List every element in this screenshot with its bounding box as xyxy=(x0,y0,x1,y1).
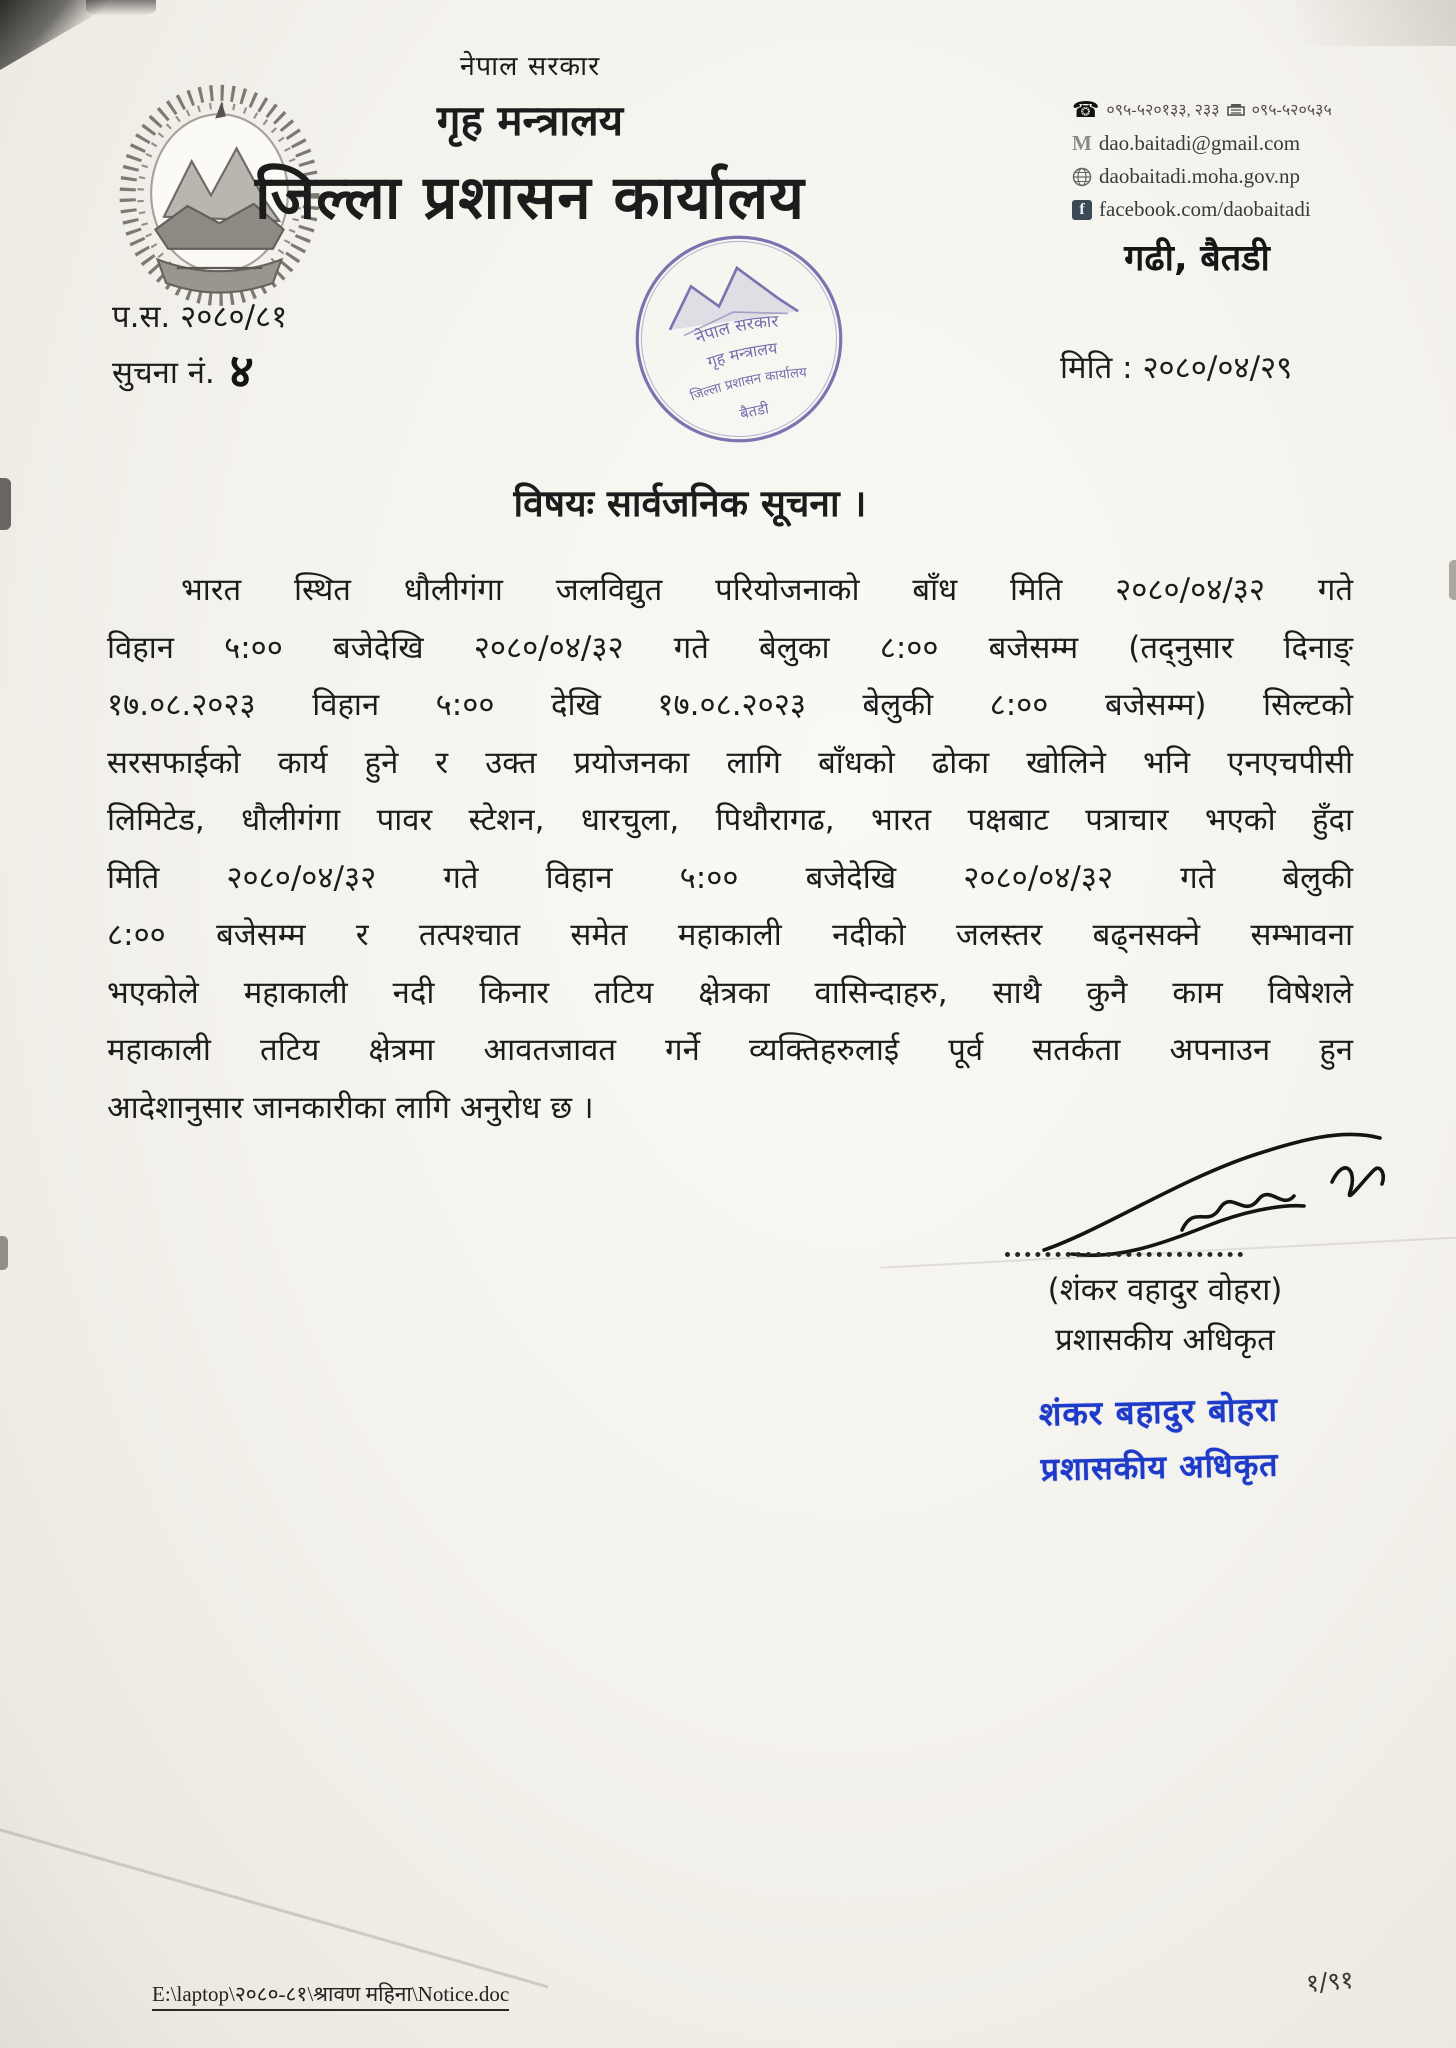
office-round-seal xyxy=(613,210,866,467)
body-line: १७.०८.२०२३ विहान ५:०० देखि १७.०८.२०२३ बेलुकी ८:०० बजेसम्म) सिल्टको xyxy=(107,687,1353,723)
scan-artifact-top xyxy=(86,0,156,16)
signatory-title: प्रशासकीय अधिकृत xyxy=(1055,1322,1275,1358)
body-line: महाकाली तटिय क्षेत्रमा आवतजावत गर्ने व्यक्तिहरुलाई पूर्व सतर्कता अपनाउन हुन xyxy=(107,1032,1353,1068)
scan-artifact-left-edge xyxy=(0,1236,8,1270)
fax-number: ०९५-५२०५३५ xyxy=(1251,102,1332,119)
body-line: ८:०० बजेसम्म र तत्पश्चात समेत महाकाली नदीको जलस्तर बढ्नसक्ने सम्भावना xyxy=(107,917,1353,953)
officer-name-stamp xyxy=(991,1385,1327,1492)
notice-number-line xyxy=(112,342,287,398)
svg-text:गृह मन्त्रालय xyxy=(704,336,780,373)
ministry-name: गृह मन्त्रालय xyxy=(436,96,624,145)
facebook-url: facebook.com/daobaitadi xyxy=(1099,197,1311,221)
phone-line xyxy=(1072,94,1444,127)
reference-block xyxy=(112,292,287,398)
email-address: dao.baitadi@gmail.com xyxy=(1098,131,1301,155)
signature-block xyxy=(950,1112,1410,1372)
email-icon: M xyxy=(1072,131,1092,155)
phone-icon: ☎ xyxy=(1072,98,1100,123)
date-label: मिति : xyxy=(1060,350,1133,386)
signature-scribble xyxy=(1032,1112,1402,1262)
notice-body xyxy=(107,562,1353,1137)
website-url: daobaitadi.moha.gov.np xyxy=(1099,164,1301,188)
footer-file-path: E:\laptop\२०८०-८१\श्रावण महिना\Notice.doc xyxy=(152,1980,509,2011)
body-line: आदेशानुसार जानकारीका लागि अनुरोध छ । xyxy=(107,1089,594,1126)
notice-number-handwritten: ४ xyxy=(225,342,256,400)
svg-text:बैतडी xyxy=(738,399,772,424)
body-line: सरसफाईको कार्य हुने र उक्त प्रयोजनका लागि बाँधको ढोका खोलिने भनि एनएचपीसी xyxy=(107,744,1353,781)
facebook-icon: f xyxy=(1072,200,1092,220)
office-name: जिल्ला प्रशासन कार्यालय xyxy=(255,163,805,233)
scan-artifact-top-right xyxy=(1296,0,1456,46)
scan-artifact-right-edge xyxy=(1449,560,1456,600)
seal-text-district: बैतडी xyxy=(738,400,771,423)
stamp-officer-title: प्रशासकीय अधिकृत xyxy=(1040,1445,1279,1489)
reference-number: प.स. २०८०/८१ xyxy=(112,299,288,335)
government-name: नेपाल सरकार xyxy=(459,51,601,82)
contact-block xyxy=(1072,94,1444,281)
body-line: मिति २०८०/०४/३२ गते विहान ५:०० बजेदेखि २०८०/०४/३२ गते बेलुकी xyxy=(107,859,1353,896)
subject-line: विषयः सार्वजनिक सूचना । xyxy=(513,482,867,525)
svg-text:जिल्ला प्रशासन कार्यालय xyxy=(688,361,810,405)
seal-text-office: जिल्ला प्रशासन कार्यालय xyxy=(688,365,808,405)
website-line xyxy=(1072,160,1444,193)
page-number: १/९१ xyxy=(1304,1964,1355,1999)
notice-number-label: सुचना नं. xyxy=(112,355,215,391)
body-line: भारत स्थित धौलीगंगा जलविद्युत परियोजनाको बाँध मिति २०८०/०४/३२ गते xyxy=(181,572,1353,608)
seal-graphic xyxy=(613,210,866,467)
date-value: २०८०/०४/२९ xyxy=(1142,350,1293,386)
stamp-officer-name: शंकर बहादुर बोहरा xyxy=(1038,1389,1279,1434)
email-line xyxy=(1072,127,1444,160)
body-line: लिमिटेड, धौलीगंगा पावर स्टेशन, धारचुला, पिथौरागढ, भारत पक्षबाट पत्राचार भएको हुँदा xyxy=(107,802,1353,838)
office-location: गढी, बैतडी xyxy=(1124,238,1270,279)
seal-text-ministry: गृह मन्त्रालय xyxy=(704,338,779,372)
facebook-line xyxy=(1072,193,1444,226)
globe-icon xyxy=(1072,167,1092,187)
body-line: भएकोले महाकाली नदी किनार तटिय क्षेत्रका वासिन्दाहरु, साथै कुनै काम विषेशले xyxy=(107,974,1353,1011)
seal-text-government: नेपाल सरकार xyxy=(692,310,779,348)
date-line xyxy=(1060,346,1292,388)
body-line: विहान ५:०० बजेदेखि २०८०/०४/३२ गते बेलुका ८:०० बजेसम्म (तद्नुसार दिनाङ् xyxy=(107,629,1353,666)
phone-numbers: ०९५-५२०१३३, २३३ xyxy=(1106,102,1220,119)
paper-crease xyxy=(0,1815,548,1989)
signature-dotted-line xyxy=(1005,1252,1243,1257)
letterhead-titles xyxy=(210,46,850,236)
signatory-name: (शंकर वहादुर वोहरा) xyxy=(1047,1272,1283,1308)
fax-icon xyxy=(1227,103,1245,118)
